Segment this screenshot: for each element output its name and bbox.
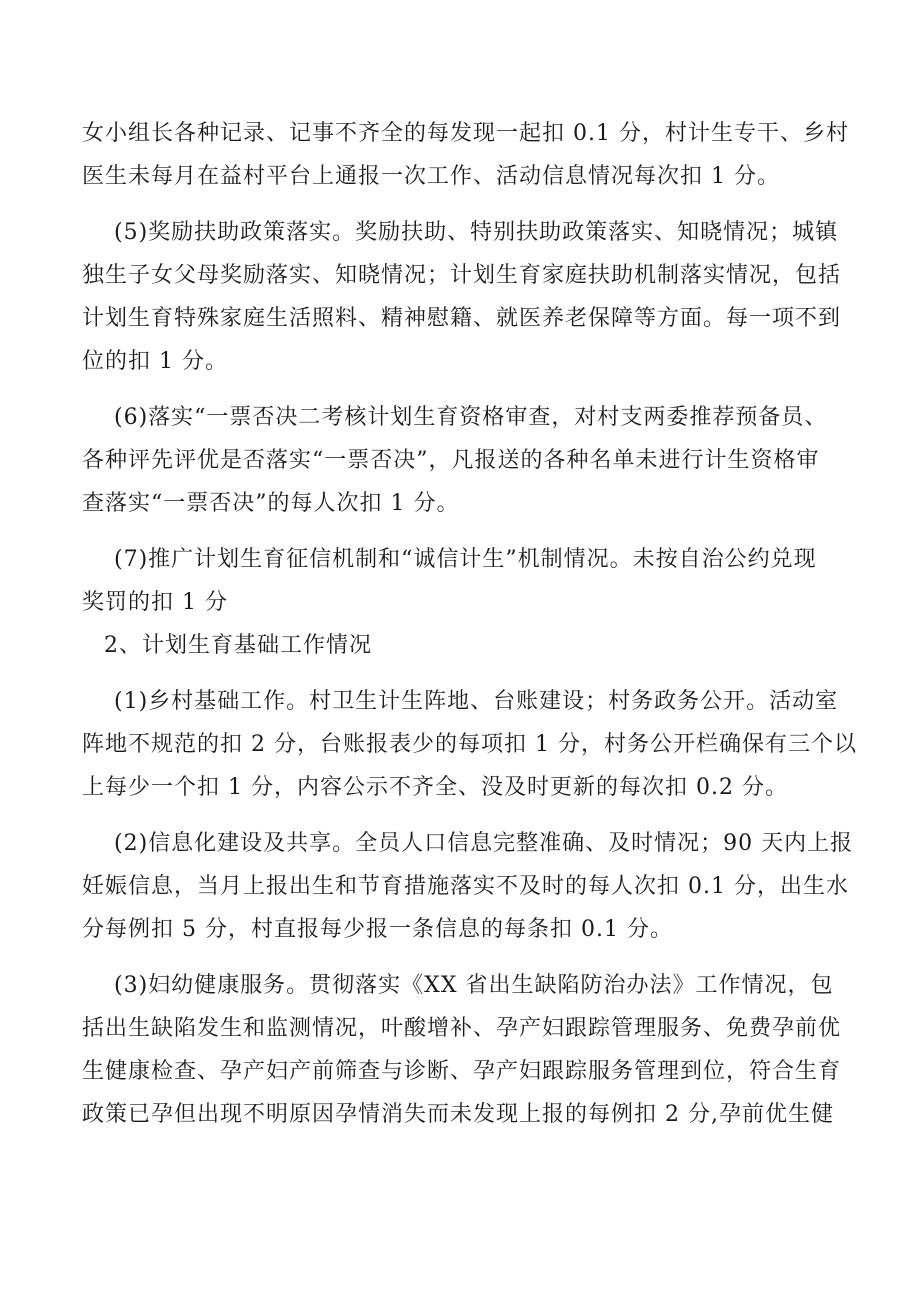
paragraph-5-start: (5)奖励扶助政策落实。奖励扶助、特别扶助政策落实、知晓情况；城镇 <box>114 220 839 245</box>
text-line: 政策已孕但出现不明原因孕情消失而未发现上报的每例扣 2 分,孕前优生健 <box>82 1102 834 1127</box>
text-line: 计划生育特殊家庭生活照料、精神慰籍、就医养老保障等方面。每一项不到 <box>82 306 842 331</box>
text-line: 阵地不规范的扣 2 分，台账报表少的每项扣 1 分，村务公开栏确保有三个以 <box>82 732 857 757</box>
text-line: 奖罚的扣 1 分 <box>82 590 228 615</box>
paragraph-1-start: (1)乡村基础工作。村卫生计生阵地、台账建设；村务政务公开。活动室 <box>114 689 839 714</box>
text-line: 医生未每月在益村平台上通报一次工作、活动信息情况每次扣 1 分。 <box>82 164 780 189</box>
text-line: 生健康检查、孕产妇产前筛查与诊断、孕产妇跟踪服务管理到位，符合生育 <box>82 1059 842 1084</box>
paragraph-6-start: (6)落实“一票否决二考核计划生育资格审查，对村支两委推荐预备员、 <box>114 405 828 430</box>
text-line: 各种评先评优是否落实“一票否决”，凡报送的各种名单未进行计生资格审 <box>82 448 820 473</box>
text-line: 妊娠信息，当月上报出生和节育措施落实不及时的每人次扣 0.1 分，出生水 <box>82 874 849 899</box>
text-line: 括出生缺陷发生和监测情况，叶酸增补、孕产妇跟踪管理服务、免费孕前优 <box>82 1016 842 1041</box>
paragraph-7-start: (7)推广计划生育征信机制和“诚信计生”机制情况。未按自治公约兑现 <box>114 547 817 572</box>
paragraph-2-start: (2)信息化建设及共享。全员人口信息完整准确、及时情况；90 天内上报 <box>114 831 854 856</box>
text-line: 女小组长各种记录、记事不齐全的每发现一起扣 0.1 分，村计生专干、乡村 <box>82 121 849 146</box>
text-line: 分每例扣 5 分，村直报每少报一条信息的每条扣 0.1 分。 <box>82 917 673 942</box>
text-line: 独生子女父母奖励落实、知晓情况；计划生育家庭扶助机制落实情况，包括 <box>82 263 842 288</box>
paragraph-3-start: (3)妇幼健康服务。贯彻落实《XX 省出生缺陷防治办法》工作情况，包 <box>114 973 834 998</box>
document-body <box>82 112 857 1136</box>
text-line: 查落实“一票否决”的每人次扣 1 分。 <box>82 491 460 516</box>
text-line: 上每少一个扣 1 分，内容公示不齐全、没及时更新的每次扣 0.2 分。 <box>82 775 788 800</box>
section-heading: 2、计划生育基础工作情况 <box>104 633 372 658</box>
text-line: 位的扣 1 分。 <box>82 349 228 374</box>
